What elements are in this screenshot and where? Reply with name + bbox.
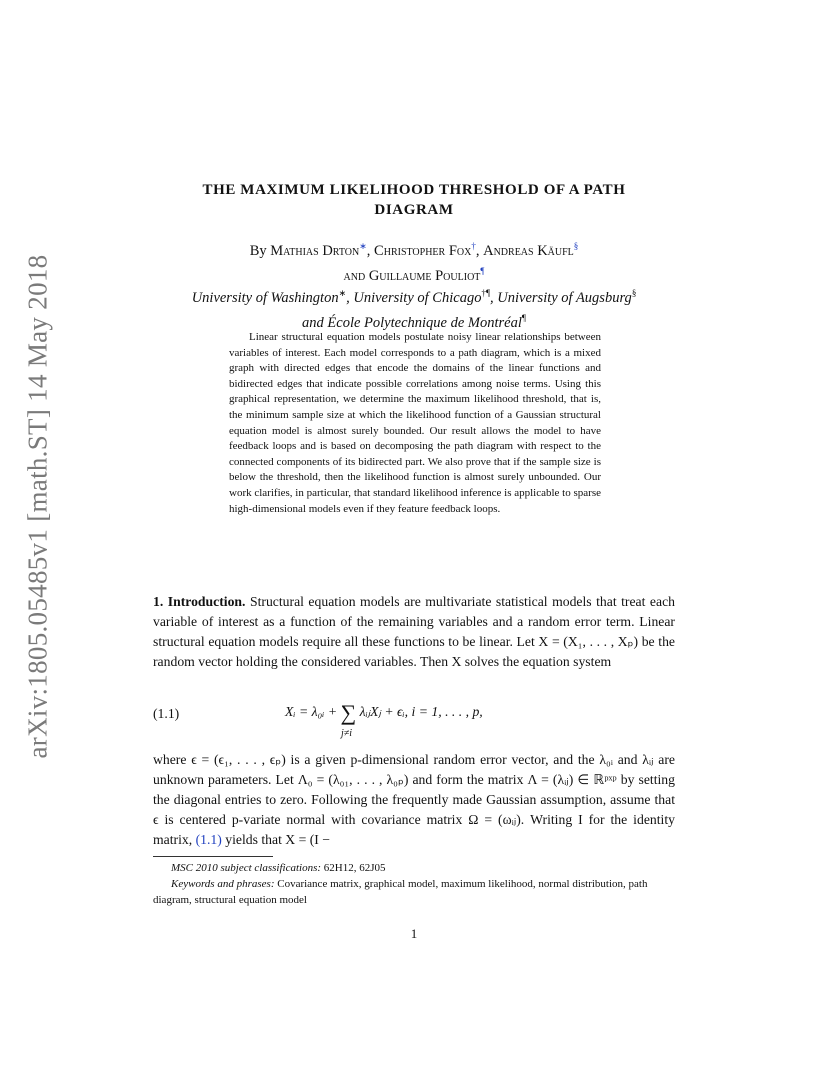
- after-equation-text-end: yields that X = (I −: [221, 832, 331, 847]
- affil-mark-4: ¶: [521, 312, 526, 323]
- keywords-label: Keywords and phrases:: [171, 878, 275, 890]
- footnote-keywords: [153, 876, 675, 908]
- arxiv-identifier: [8, 254, 68, 758]
- after-equation-text: where ϵ = (ϵ₁, . . . , ϵₚ) is a given p-dimensional random error vector, and the λ₀ᵢ and λᵢⱼ are unknown parameters. Let Λ₀ = (λ₀₁, . . . , λ₀ₚ) and form the matrix Λ = (λᵢⱼ) ∈ ℝᵖˣᵖ by setting the diagonal entries to zero. Following the frequently made Gaussian assumption, assume that ϵ is centered p-variate normal with covariance matrix Ω = (ωᵢⱼ). Writing I for the identity matrix,: [153, 752, 675, 847]
- msc-value: 62H12, 62J05: [323, 862, 386, 874]
- author-fox: Christopher Fox: [374, 242, 472, 259]
- equation-term: λᵢⱼXⱼ + ϵᵢ, i = 1, . . . , p,: [359, 704, 483, 719]
- equation-number: (1.1): [153, 706, 180, 721]
- paragraph-after-equation: [153, 750, 675, 850]
- equation-1-1: [153, 700, 675, 744]
- footnotes: [153, 860, 675, 908]
- affil-chicago: University of Chicago: [353, 289, 482, 306]
- summation-symbol: ∑: [340, 700, 357, 725]
- and-label: and: [343, 267, 366, 284]
- affil-mark-3: §: [631, 288, 637, 298]
- page-number: 1: [410, 926, 418, 941]
- summation-subscript: j≠i: [341, 728, 353, 739]
- author-kaeufl: Andreas Käufl: [483, 242, 574, 259]
- introduction-text: Structural equation models are multivariate statistical models that treat each variable of interest as a function of the remaining variables and a random error term. Linear structural equation models require all these functions to be linear. Let X = (X₁, . . . , Xₚ) be the random vector holding the considered variables. Then X solves the equation system: [153, 594, 675, 669]
- equation-body: [285, 700, 483, 739]
- author-mark-2[interactable]: †: [471, 241, 476, 251]
- by-label: By: [249, 242, 267, 259]
- paper-title: [150, 180, 678, 220]
- equation-lhs: Xᵢ = λ₀ᵢ +: [285, 704, 341, 719]
- affil-mark-1: ∗: [338, 288, 347, 298]
- affil-augsburg: University of Augsburg: [497, 289, 632, 306]
- author-mark-4[interactable]: ¶: [480, 265, 485, 276]
- equation-reference-link[interactable]: (1.1): [195, 832, 222, 847]
- author-drton: Mathias Drton: [270, 242, 360, 259]
- abstract: Linear structural equation models postulate noisy linear relationships between variables of interest. Each model corresponds to a path diagram, which is a mixed graph with directed edges that encode the domains of the linear functions and bidirected edges that indicate possible correlations among noise terms. Using this graphical representation, we determine the maximum likelihood threshold, that is, the minimum sample size at which the likelihood function of a Gaussian structural equation model is almost surely bounded. Our result allows the model to have feedback loops and is based on decomposing the path diagram with respect to the connected components of its bidirected part. We also prove that if the sample size is below the threshold, then the likelihood function is almost surely unbounded. Our work clarifies, in particular, that standard likelihood inference is applicable to sparse high-dimensional models even if they feature feedback loops.: [229, 331, 601, 515]
- title-line-1: THE MAXIMUM LIKELIHOOD THRESHOLD OF A PATH: [202, 182, 626, 198]
- footnote-msc: [153, 860, 675, 876]
- affil-montreal: École Polytechnique de Montréal: [327, 314, 522, 331]
- affil-washington: University of Washington: [191, 289, 339, 306]
- author-mark-1[interactable]: ∗: [359, 241, 367, 251]
- author-mark-3[interactable]: §: [573, 241, 579, 251]
- affil-and: and: [302, 314, 324, 331]
- arxiv-identifier-text: arXiv:1805.05485v1 [math.ST] 14 May 2018: [22, 254, 53, 758]
- footnote-divider: [153, 856, 273, 857]
- author-pouliot: Guillaume Pouliot: [368, 267, 481, 284]
- msc-label: MSC 2010 subject classifications:: [171, 862, 322, 874]
- author-list: By Mathias Drton∗, Christopher Fox†, Andreas Käufl§ and Guillaume Pouliot¶: [249, 241, 579, 284]
- section-heading: 1. Introduction.: [153, 594, 246, 609]
- title-line-2: DIAGRAM: [374, 202, 454, 218]
- affil-mark-2: †¶: [481, 288, 491, 298]
- affiliations: University of Washington∗, University of Chicago†¶, University of Augsburg§ and École Polytechnique de Montréal¶: [191, 288, 637, 331]
- keywords-value: Covariance matrix, graphical model, maximum likelihood, normal distribution, path diagram, structural equation model: [153, 878, 648, 906]
- introduction-paragraph: [153, 592, 675, 672]
